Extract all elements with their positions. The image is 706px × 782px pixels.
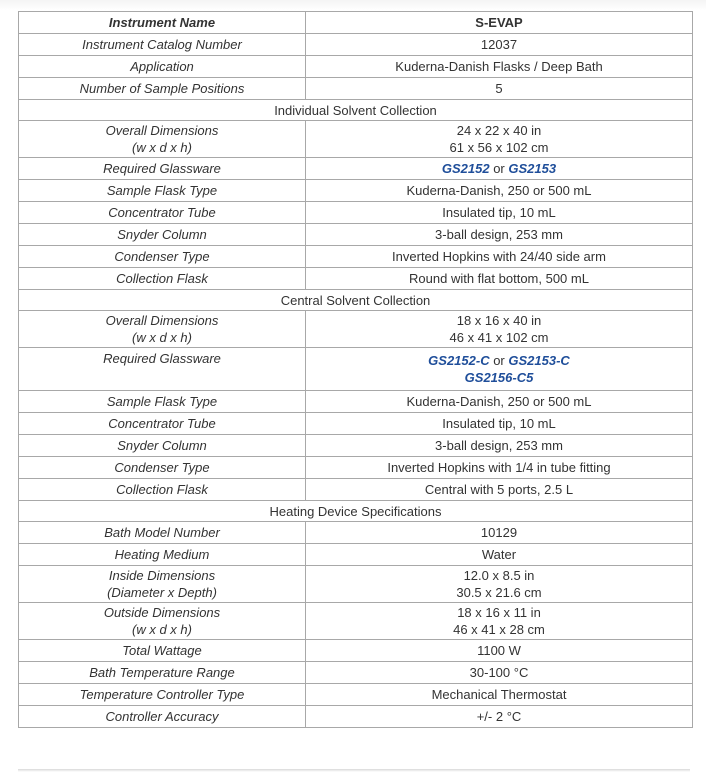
- table-row: [19, 56, 693, 78]
- row-value: Inverted Hopkins with 24/40 side arm: [306, 246, 693, 268]
- table-bottom-shadow: [18, 769, 690, 772]
- row-value: [306, 603, 693, 640]
- row-value: [306, 348, 693, 391]
- row-label: Instrument Catalog Number: [19, 34, 306, 56]
- value-line: 24 x 22 x 40 in: [456, 123, 542, 138]
- row-label: Bath Temperature Range: [19, 662, 306, 684]
- table-row: [19, 435, 693, 457]
- row-value: Water: [306, 544, 693, 566]
- label-line: Overall Dimensions: [105, 313, 219, 328]
- table-row: [19, 566, 693, 603]
- value-line: [310, 369, 688, 386]
- table-row: [19, 180, 693, 202]
- table-row: [19, 544, 693, 566]
- row-label: Application: [19, 56, 306, 78]
- row-value: [306, 566, 693, 603]
- row-label: Heating Medium: [19, 544, 306, 566]
- table-row: [19, 640, 693, 662]
- value-line: 30.5 x 21.6 cm: [456, 585, 542, 600]
- table-row: [19, 224, 693, 246]
- row-label: Condenser Type: [19, 457, 306, 479]
- glassware-link[interactable]: GS2152-C: [428, 353, 490, 368]
- value-line: 46 x 41 x 28 cm: [453, 622, 545, 637]
- row-label: [19, 566, 306, 603]
- row-value: 3-ball design, 253 mm: [306, 224, 693, 246]
- separator-text: or: [489, 353, 509, 368]
- table-row: [19, 121, 693, 158]
- table-row: [19, 311, 693, 348]
- label-line: (w x d x h): [132, 622, 192, 637]
- table-row: [19, 522, 693, 544]
- row-label: Snyder Column: [19, 435, 306, 457]
- row-label: Sample Flask Type: [19, 391, 306, 413]
- table-row: [19, 391, 693, 413]
- table-header-row: [19, 12, 693, 34]
- table-row: [19, 479, 693, 501]
- row-label: Condenser Type: [19, 246, 306, 268]
- row-label: Bath Model Number: [19, 522, 306, 544]
- header-value: S-EVAP: [306, 12, 693, 34]
- row-value: Round with flat bottom, 500 mL: [306, 268, 693, 290]
- top-shade: [0, 0, 706, 10]
- row-label: Required Glassware: [19, 158, 306, 180]
- table-row: [19, 413, 693, 435]
- row-value: Kuderna-Danish, 250 or 500 mL: [306, 391, 693, 413]
- table-row: [19, 684, 693, 706]
- value-line: [310, 352, 688, 369]
- table-row: [19, 348, 693, 391]
- row-label: [19, 121, 306, 158]
- row-value: Kuderna-Danish, 250 or 500 mL: [306, 180, 693, 202]
- table-row: [19, 603, 693, 640]
- row-value: 30-100 °C: [306, 662, 693, 684]
- spec-table: [18, 11, 693, 728]
- separator-text: or: [489, 161, 509, 176]
- table-row: [19, 662, 693, 684]
- row-label: Concentrator Tube: [19, 413, 306, 435]
- row-label: [19, 311, 306, 348]
- row-value: 3-ball design, 253 mm: [306, 435, 693, 457]
- row-label: Collection Flask: [19, 479, 306, 501]
- row-value: Inverted Hopkins with 1/4 in tube fitting: [306, 457, 693, 479]
- row-value: [306, 121, 693, 158]
- value-line: 46 x 41 x 102 cm: [449, 330, 549, 345]
- section-title: Central Solvent Collection: [19, 290, 693, 311]
- row-label: Sample Flask Type: [19, 180, 306, 202]
- label-line: (w x d x h): [132, 140, 192, 155]
- row-value: Central with 5 ports, 2.5 L: [306, 479, 693, 501]
- glassware-link[interactable]: GS2156-C5: [464, 370, 534, 385]
- row-label: Number of Sample Positions: [19, 78, 306, 100]
- label-line: (Diameter x Depth): [107, 585, 217, 600]
- table-row: [19, 457, 693, 479]
- value-line: 18 x 16 x 40 in: [456, 313, 542, 328]
- row-label: Snyder Column: [19, 224, 306, 246]
- row-value: 10129: [306, 522, 693, 544]
- row-value: +/- 2 °C: [306, 706, 693, 728]
- row-label: Collection Flask: [19, 268, 306, 290]
- table-row: [19, 78, 693, 100]
- section-header-central: [19, 290, 693, 311]
- row-label: Concentrator Tube: [19, 202, 306, 224]
- label-line: Overall Dimensions: [105, 123, 219, 138]
- label-line: Inside Dimensions: [108, 568, 216, 583]
- table-row: [19, 246, 693, 268]
- value-line: 12.0 x 8.5 in: [463, 568, 535, 583]
- row-value: Mechanical Thermostat: [306, 684, 693, 706]
- section-header-individual: [19, 100, 693, 121]
- row-value: 12037: [306, 34, 693, 56]
- row-value: Insulated tip, 10 mL: [306, 413, 693, 435]
- label-line: (w x d x h): [132, 330, 192, 345]
- value-line: 18 x 16 x 11 in: [457, 605, 541, 620]
- header-label: Instrument Name: [19, 12, 306, 34]
- glassware-link[interactable]: GS2153-C: [508, 353, 570, 368]
- row-label: Controller Accuracy: [19, 706, 306, 728]
- glassware-link[interactable]: GS2153: [508, 161, 557, 176]
- row-value: Kuderna-Danish Flasks / Deep Bath: [306, 56, 693, 78]
- row-label: Total Wattage: [19, 640, 306, 662]
- label-line: Outside Dimensions: [103, 605, 221, 620]
- table-row: [19, 202, 693, 224]
- table-row: [19, 706, 693, 728]
- row-value: [306, 158, 693, 180]
- table-row: [19, 268, 693, 290]
- section-header-heating: [19, 501, 693, 522]
- row-value: Insulated tip, 10 mL: [306, 202, 693, 224]
- row-label: Temperature Controller Type: [19, 684, 306, 706]
- row-value: [306, 311, 693, 348]
- value-line: 61 x 56 x 102 cm: [449, 140, 549, 155]
- row-value: 5: [306, 78, 693, 100]
- table-row: [19, 34, 693, 56]
- section-title: Heating Device Specifications: [19, 501, 693, 522]
- row-label: Required Glassware: [19, 348, 306, 391]
- section-title: Individual Solvent Collection: [19, 100, 693, 121]
- row-value: 1100 W: [306, 640, 693, 662]
- table-row: [19, 158, 693, 180]
- glassware-link[interactable]: GS2152: [441, 161, 490, 176]
- row-label: [19, 603, 306, 640]
